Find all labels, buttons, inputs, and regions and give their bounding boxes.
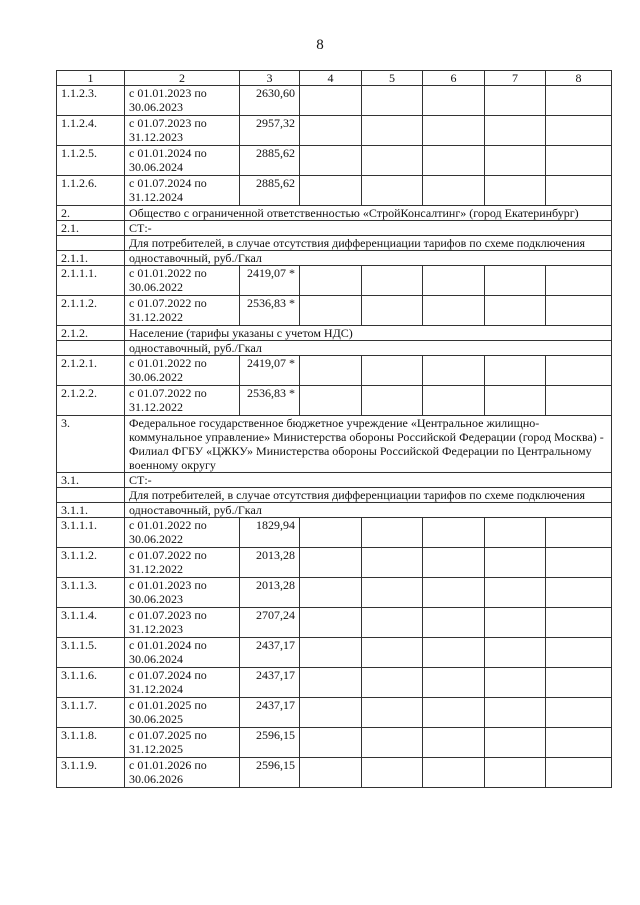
- empty-cell: [423, 728, 485, 758]
- row-code-cell: 2.1.1.1.: [57, 266, 125, 296]
- empty-cell: [485, 86, 546, 116]
- tariff-value-cell: 2437,17: [240, 668, 300, 698]
- period-cell: с 01.07.2025 по 31.12.2025: [125, 728, 240, 758]
- period-cell: с 01.07.2022 по 31.12.2022: [125, 296, 240, 326]
- row-code-cell: 3.1.1.3.: [57, 578, 125, 608]
- period-cell: с 01.01.2022 по 30.06.2022: [125, 518, 240, 548]
- empty-cell: [362, 518, 423, 548]
- description-cell: СТ:-: [125, 473, 612, 488]
- empty-cell: [423, 698, 485, 728]
- empty-cell: [485, 296, 546, 326]
- row-code-cell: 3.1.1.6.: [57, 668, 125, 698]
- empty-cell: [362, 386, 423, 416]
- empty-cell: [546, 386, 612, 416]
- table-row: [57, 503, 612, 518]
- column-header: 3: [240, 71, 300, 86]
- row-code-cell: 2.1.2.2.: [57, 386, 125, 416]
- table-row: [57, 386, 612, 416]
- table-row: [57, 176, 612, 206]
- empty-cell: [485, 266, 546, 296]
- table-row: [57, 728, 612, 758]
- description-cell: одноставочный, руб./Гкал: [125, 503, 612, 518]
- empty-cell: [485, 638, 546, 668]
- row-code-cell: 3.1.1.2.: [57, 548, 125, 578]
- column-header: 2: [125, 71, 240, 86]
- empty-cell: [546, 758, 612, 788]
- table-row: [57, 86, 612, 116]
- empty-cell: [546, 638, 612, 668]
- empty-cell: [300, 728, 362, 758]
- period-cell: с 01.01.2024 по 30.06.2024: [125, 146, 240, 176]
- empty-cell: [485, 578, 546, 608]
- empty-cell: [546, 296, 612, 326]
- empty-cell: [300, 698, 362, 728]
- table-row: [57, 206, 612, 221]
- table-row: [57, 668, 612, 698]
- empty-cell: [362, 728, 423, 758]
- empty-cell: [546, 116, 612, 146]
- empty-cell: [423, 356, 485, 386]
- empty-cell: [423, 296, 485, 326]
- table-row: [57, 221, 612, 236]
- empty-cell: [485, 728, 546, 758]
- row-code-cell: 3.1.1.8.: [57, 728, 125, 758]
- empty-cell: [300, 146, 362, 176]
- row-code-cell: 3.1.1.1.: [57, 518, 125, 548]
- row-code-cell: 2.1.2.: [57, 326, 125, 341]
- description-cell: Для потребителей, в случае отсутствия дифференциации тарифов по схеме подключения: [125, 236, 612, 251]
- empty-cell: [362, 266, 423, 296]
- empty-cell: [546, 548, 612, 578]
- empty-cell: [485, 668, 546, 698]
- description-cell: Общество с ограниченной ответственностью «СтройКонсалтинг» (город Екатеринбург): [125, 206, 612, 221]
- tariff-value-cell: 2013,28: [240, 578, 300, 608]
- empty-cell: [300, 386, 362, 416]
- empty-cell: [362, 698, 423, 728]
- table-row: [57, 236, 612, 251]
- table-row: [57, 116, 612, 146]
- period-cell: с 01.01.2025 по 30.06.2025: [125, 698, 240, 728]
- period-cell: с 01.01.2023 по 30.06.2023: [125, 578, 240, 608]
- column-header: 7: [485, 71, 546, 86]
- empty-cell: [300, 608, 362, 638]
- empty-cell: [546, 668, 612, 698]
- row-code-cell: 3.: [57, 416, 125, 473]
- tariff-value-cell: 2957,32: [240, 116, 300, 146]
- empty-cell: [362, 176, 423, 206]
- empty-cell: [300, 668, 362, 698]
- empty-cell: [423, 146, 485, 176]
- row-code-cell: 2.1.1.: [57, 251, 125, 266]
- empty-cell: [485, 548, 546, 578]
- row-code-cell: 3.1.1.4.: [57, 608, 125, 638]
- empty-cell: [362, 548, 423, 578]
- empty-cell: [485, 518, 546, 548]
- empty-cell: [546, 176, 612, 206]
- tariff-value-cell: 2013,28: [240, 548, 300, 578]
- period-cell: с 01.01.2023 по 30.06.2023: [125, 86, 240, 116]
- table-row: [57, 341, 612, 356]
- row-code-cell: [57, 488, 125, 503]
- empty-cell: [546, 518, 612, 548]
- tariff-value-cell: 2885,62: [240, 176, 300, 206]
- table-row: [57, 296, 612, 326]
- row-code-cell: 3.1.1.9.: [57, 758, 125, 788]
- row-code-cell: 1.1.2.5.: [57, 146, 125, 176]
- tariff-value-cell: 1829,94: [240, 518, 300, 548]
- period-cell: с 01.01.2026 по 30.06.2026: [125, 758, 240, 788]
- empty-cell: [423, 608, 485, 638]
- empty-cell: [362, 758, 423, 788]
- empty-cell: [300, 758, 362, 788]
- empty-cell: [300, 638, 362, 668]
- row-code-cell: 2.1.2.1.: [57, 356, 125, 386]
- tariff-value-cell: 2885,62: [240, 146, 300, 176]
- empty-cell: [423, 176, 485, 206]
- row-code-cell: [57, 236, 125, 251]
- empty-cell: [423, 86, 485, 116]
- period-cell: с 01.07.2022 по 31.12.2022: [125, 386, 240, 416]
- empty-cell: [485, 176, 546, 206]
- tariff-value-cell: 2536,83 *: [240, 386, 300, 416]
- row-code-cell: 2.: [57, 206, 125, 221]
- column-header: 1: [57, 71, 125, 86]
- column-header: 6: [423, 71, 485, 86]
- period-cell: с 01.07.2024 по 31.12.2024: [125, 176, 240, 206]
- empty-cell: [485, 758, 546, 788]
- empty-cell: [300, 518, 362, 548]
- row-code-cell: 3.1.1.5.: [57, 638, 125, 668]
- empty-cell: [546, 146, 612, 176]
- period-cell: с 01.07.2023 по 31.12.2023: [125, 608, 240, 638]
- empty-cell: [485, 146, 546, 176]
- empty-cell: [300, 578, 362, 608]
- table-row: [57, 548, 612, 578]
- table-row: [57, 251, 612, 266]
- description-cell: Федеральное государственное бюджетное учреждение «Центральное жилищно-коммунальное управление» Министерства обороны Российской Федерации (город Москва) - Филиал ФГБУ «ЦЖКУ» Министерства обороны Российской Федерации по Центральному военному округу: [125, 416, 612, 473]
- table-header-row: [57, 71, 612, 86]
- empty-cell: [362, 668, 423, 698]
- row-code-cell: 2.1.1.2.: [57, 296, 125, 326]
- period-cell: с 01.07.2022 по 31.12.2022: [125, 548, 240, 578]
- row-code-cell: 3.1.: [57, 473, 125, 488]
- empty-cell: [300, 116, 362, 146]
- description-cell: Население (тарифы указаны с учетом НДС): [125, 326, 612, 341]
- description-cell: одноставочный, руб./Гкал: [125, 251, 612, 266]
- empty-cell: [423, 266, 485, 296]
- empty-cell: [546, 698, 612, 728]
- empty-cell: [546, 578, 612, 608]
- table-row: [57, 488, 612, 503]
- empty-cell: [423, 578, 485, 608]
- row-code-cell: [57, 341, 125, 356]
- empty-cell: [300, 86, 362, 116]
- period-cell: с 01.01.2022 по 30.06.2022: [125, 356, 240, 386]
- table-row: [57, 578, 612, 608]
- empty-cell: [362, 296, 423, 326]
- empty-cell: [423, 116, 485, 146]
- empty-cell: [300, 356, 362, 386]
- table-row: [57, 518, 612, 548]
- table-row: [57, 416, 612, 473]
- period-cell: с 01.07.2023 по 31.12.2023: [125, 116, 240, 146]
- empty-cell: [423, 548, 485, 578]
- empty-cell: [485, 116, 546, 146]
- empty-cell: [362, 86, 423, 116]
- description-cell: СТ:-: [125, 221, 612, 236]
- row-code-cell: 1.1.2.6.: [57, 176, 125, 206]
- tariff-value-cell: 2419,07 *: [240, 356, 300, 386]
- tariff-table: [56, 70, 612, 788]
- description-cell: одноставочный, руб./Гкал: [125, 341, 612, 356]
- tariff-table-body: [57, 71, 612, 788]
- table-row: [57, 473, 612, 488]
- empty-cell: [300, 176, 362, 206]
- empty-cell: [362, 578, 423, 608]
- empty-cell: [546, 608, 612, 638]
- row-code-cell: 3.1.1.7.: [57, 698, 125, 728]
- table-row: [57, 356, 612, 386]
- empty-cell: [546, 266, 612, 296]
- empty-cell: [423, 638, 485, 668]
- empty-cell: [300, 548, 362, 578]
- table-row: [57, 266, 612, 296]
- table-row: [57, 698, 612, 728]
- empty-cell: [362, 116, 423, 146]
- period-cell: с 01.07.2024 по 31.12.2024: [125, 668, 240, 698]
- tariff-value-cell: 2437,17: [240, 698, 300, 728]
- tariff-value-cell: 2630,60: [240, 86, 300, 116]
- empty-cell: [300, 266, 362, 296]
- table-row: [57, 326, 612, 341]
- empty-cell: [485, 698, 546, 728]
- tariff-value-cell: 2596,15: [240, 728, 300, 758]
- page-number: 8: [316, 37, 324, 53]
- empty-cell: [423, 518, 485, 548]
- empty-cell: [485, 356, 546, 386]
- empty-cell: [423, 386, 485, 416]
- tariff-value-cell: 2596,15: [240, 758, 300, 788]
- empty-cell: [423, 758, 485, 788]
- tariff-value-cell: 2437,17: [240, 638, 300, 668]
- table-row: [57, 608, 612, 638]
- empty-cell: [423, 668, 485, 698]
- row-code-cell: 1.1.2.3.: [57, 86, 125, 116]
- empty-cell: [546, 86, 612, 116]
- empty-cell: [485, 608, 546, 638]
- empty-cell: [485, 386, 546, 416]
- table-row: [57, 146, 612, 176]
- period-cell: с 01.01.2024 по 30.06.2024: [125, 638, 240, 668]
- tariff-value-cell: 2707,24: [240, 608, 300, 638]
- column-header: 8: [546, 71, 612, 86]
- description-cell: Для потребителей, в случае отсутствия дифференциации тарифов по схеме подключения: [125, 488, 612, 503]
- table-row: [57, 758, 612, 788]
- tariff-value-cell: 2536,83 *: [240, 296, 300, 326]
- period-cell: с 01.01.2022 по 30.06.2022: [125, 266, 240, 296]
- empty-cell: [362, 608, 423, 638]
- empty-cell: [362, 638, 423, 668]
- empty-cell: [546, 356, 612, 386]
- row-code-cell: 2.1.: [57, 221, 125, 236]
- column-header: 4: [300, 71, 362, 86]
- row-code-cell: 3.1.1.: [57, 503, 125, 518]
- empty-cell: [362, 146, 423, 176]
- empty-cell: [546, 728, 612, 758]
- empty-cell: [362, 356, 423, 386]
- row-code-cell: 1.1.2.4.: [57, 116, 125, 146]
- tariff-value-cell: 2419,07 *: [240, 266, 300, 296]
- column-header: 5: [362, 71, 423, 86]
- table-row: [57, 638, 612, 668]
- empty-cell: [300, 296, 362, 326]
